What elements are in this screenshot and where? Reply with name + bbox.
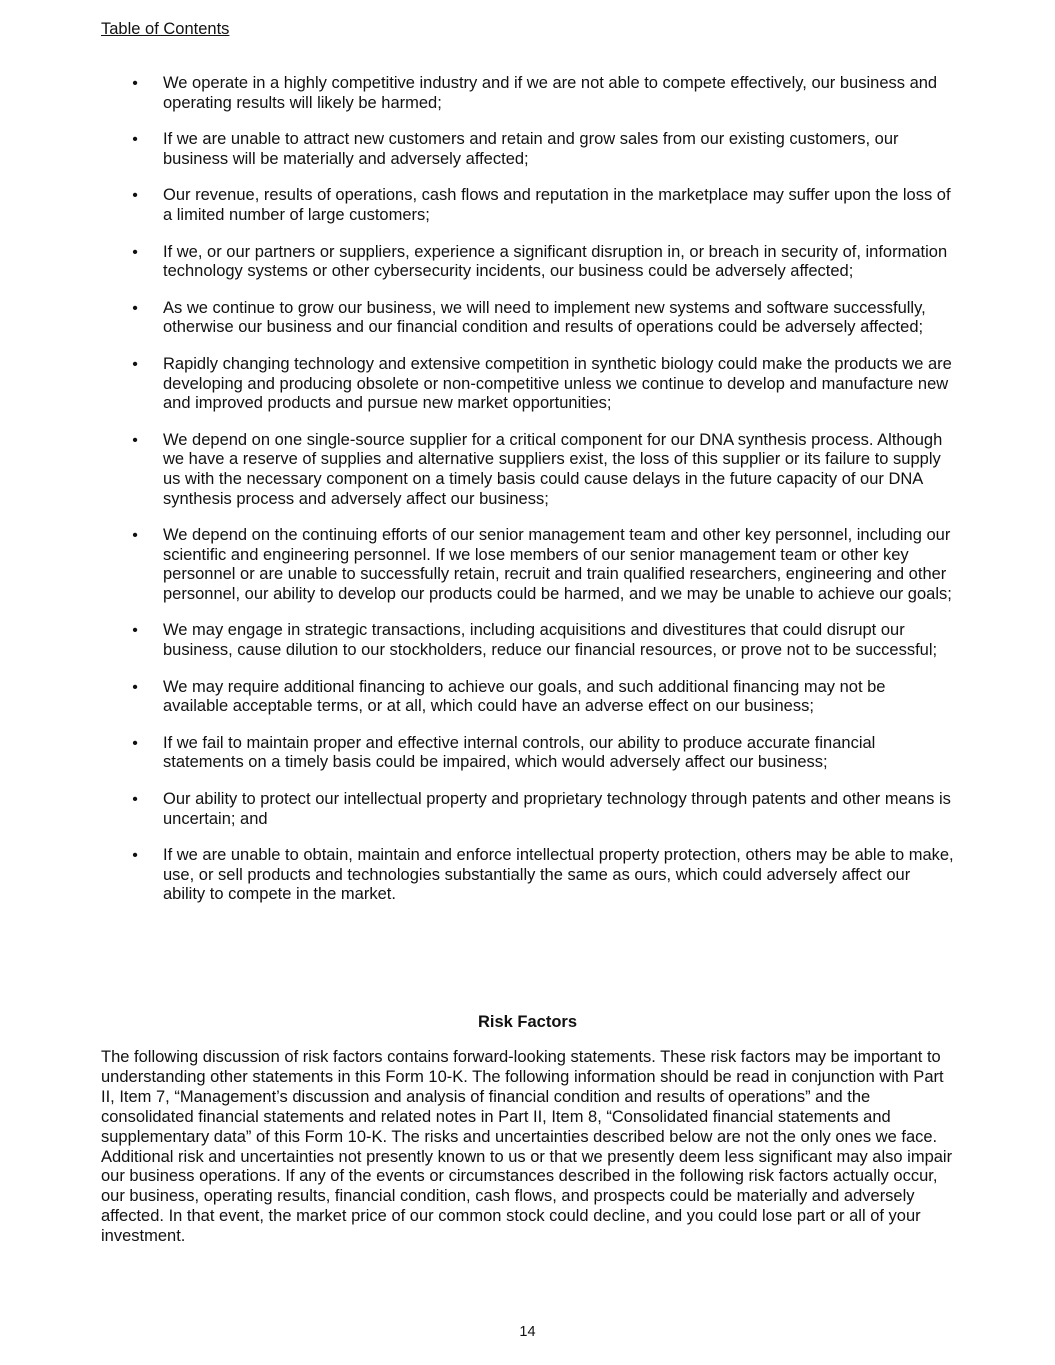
bullet-icon: • (132, 791, 138, 809)
list-item-text: We depend on one single-source supplier for a critical component for our DNA synthesis process. Although we have a reserve of supplies and alternative suppliers exist, the loss of this supplier or its failure to supply us with the necessary component on a timely basis could cause delays in the future capacity of our DNA synthesis process and adversely affect our business; (163, 430, 943, 508)
list-item (0, 130, 1055, 169)
bullet-icon: • (132, 847, 138, 865)
bullet-icon: • (132, 243, 138, 261)
page-number: 14 (519, 1324, 536, 1340)
list-item-text: If we are unable to attract new customers and retain and grow sales from our existing customers, our business will be materially and adversely affected; (163, 130, 899, 168)
bullet-icon: • (132, 131, 138, 149)
bullet-icon: • (132, 431, 138, 449)
list-item (0, 243, 1055, 282)
list-item-text: We may require additional financing to achieve our goals, and such additional financing may not be available acceptable terms, or at all, which could have an adverse effect on our business; (163, 677, 886, 716)
bullet-icon: • (132, 299, 138, 317)
bullet-icon: • (132, 622, 138, 640)
list-item-text: As we continue to grow our business, we will need to implement new systems and software successfully, otherwise our business and our financial condition and results of operations could be adversely affected; (163, 298, 926, 337)
bullet-icon: • (132, 734, 138, 752)
bullet-icon: • (132, 187, 138, 205)
list-item (0, 678, 1055, 717)
risk-factors-intro-paragraph: The following discussion of risk factors contains forward-looking statements. These risk factors may be important to understanding other statements in this Form 10-K. The following information should be read in conjunction with Part II, Item 7, “Management’s discussion and analysis of financial condition and results of operations” and the consolidated financial statements and related notes in Part II, Item 8, “Consolidated financial statements and supplementary data” of this Form 10-K. The risks and uncertainties described below are not the only ones we face. Additional risk and uncertainties not presently known to us or that we presently deem less significant may also impair our business operations. If any of the events or circumstances described in the following risk factors actually occur, our business, operating results, financial condition, cash flows, and prospects could be materially and adversely affected. In that event, the market price of our common stock could decline, and you could lose part or all of your investment. (101, 1048, 953, 1246)
bullet-icon: • (132, 75, 138, 92)
list-item (0, 621, 1055, 660)
list-item (0, 790, 1055, 829)
bullet-icon: • (132, 355, 138, 373)
list-item-text: Our revenue, results of operations, cash flows and reputation in the marketplace may suffer upon the loss of a limited number of large customers; (163, 186, 951, 224)
list-item (0, 734, 1055, 773)
section-heading-risk-factors: Risk Factors (477, 1013, 578, 1031)
summary-risk-list (0, 74, 1055, 922)
table-of-contents-link[interactable]: Table of Contents (101, 20, 230, 38)
list-item (0, 186, 1055, 225)
list-item (0, 74, 1055, 113)
list-item-text: We depend on the continuing efforts of our senior management team and other key personnel, including our scientific and engineering personnel. If we lose members of our senior management team or other key personnel or are unable to successfully retain, recruit and train qualified researchers, engineering and other personnel, our ability to develop our products could be harmed, and we may be unable to achieve our goals; (163, 526, 952, 603)
bullet-icon: • (132, 527, 138, 545)
bullet-icon: • (132, 678, 138, 696)
list-item (0, 299, 1055, 338)
list-item-text: We operate in a highly competitive industry and if we are not able to compete effectively, our business and operating results will likely be harmed; (163, 74, 938, 112)
list-item-text: Rapidly changing technology and extensive competition in synthetic biology could make the products we are developing and producing obsolete or non-competitive unless we continue to develop and manufacture new and improved products and pursue new market opportunities; (163, 354, 952, 413)
list-item-text: Our ability to protect our intellectual property and proprietary technology through patents and other means is uncertain; and (163, 790, 951, 828)
list-item-text: If we, or our partners or suppliers, experience a significant disruption in, or breach in security of, information technology systems or other cybersecurity incidents, our business could be adversely affected; (163, 242, 948, 281)
list-item-text: We may engage in strategic transactions, including acquisitions and divestitures that could disrupt our business, cause dilution to our stockholders, reduce our financial resources, or prove not to be successful; (163, 621, 938, 660)
list-item (0, 431, 1055, 509)
list-item (0, 526, 1055, 604)
list-item-text: If we are unable to obtain, maintain and enforce intellectual property protection, others may be able to make, use, or sell products and technologies substantially the same as ours, which could adversely affect our ability to compete in the market. (163, 846, 954, 904)
list-item (0, 355, 1055, 414)
list-item-text: If we fail to maintain proper and effective internal controls, our ability to produce accurate financial statements on a timely basis could be impaired, which would adversely affect our business; (163, 733, 876, 772)
list-item (0, 846, 1055, 905)
